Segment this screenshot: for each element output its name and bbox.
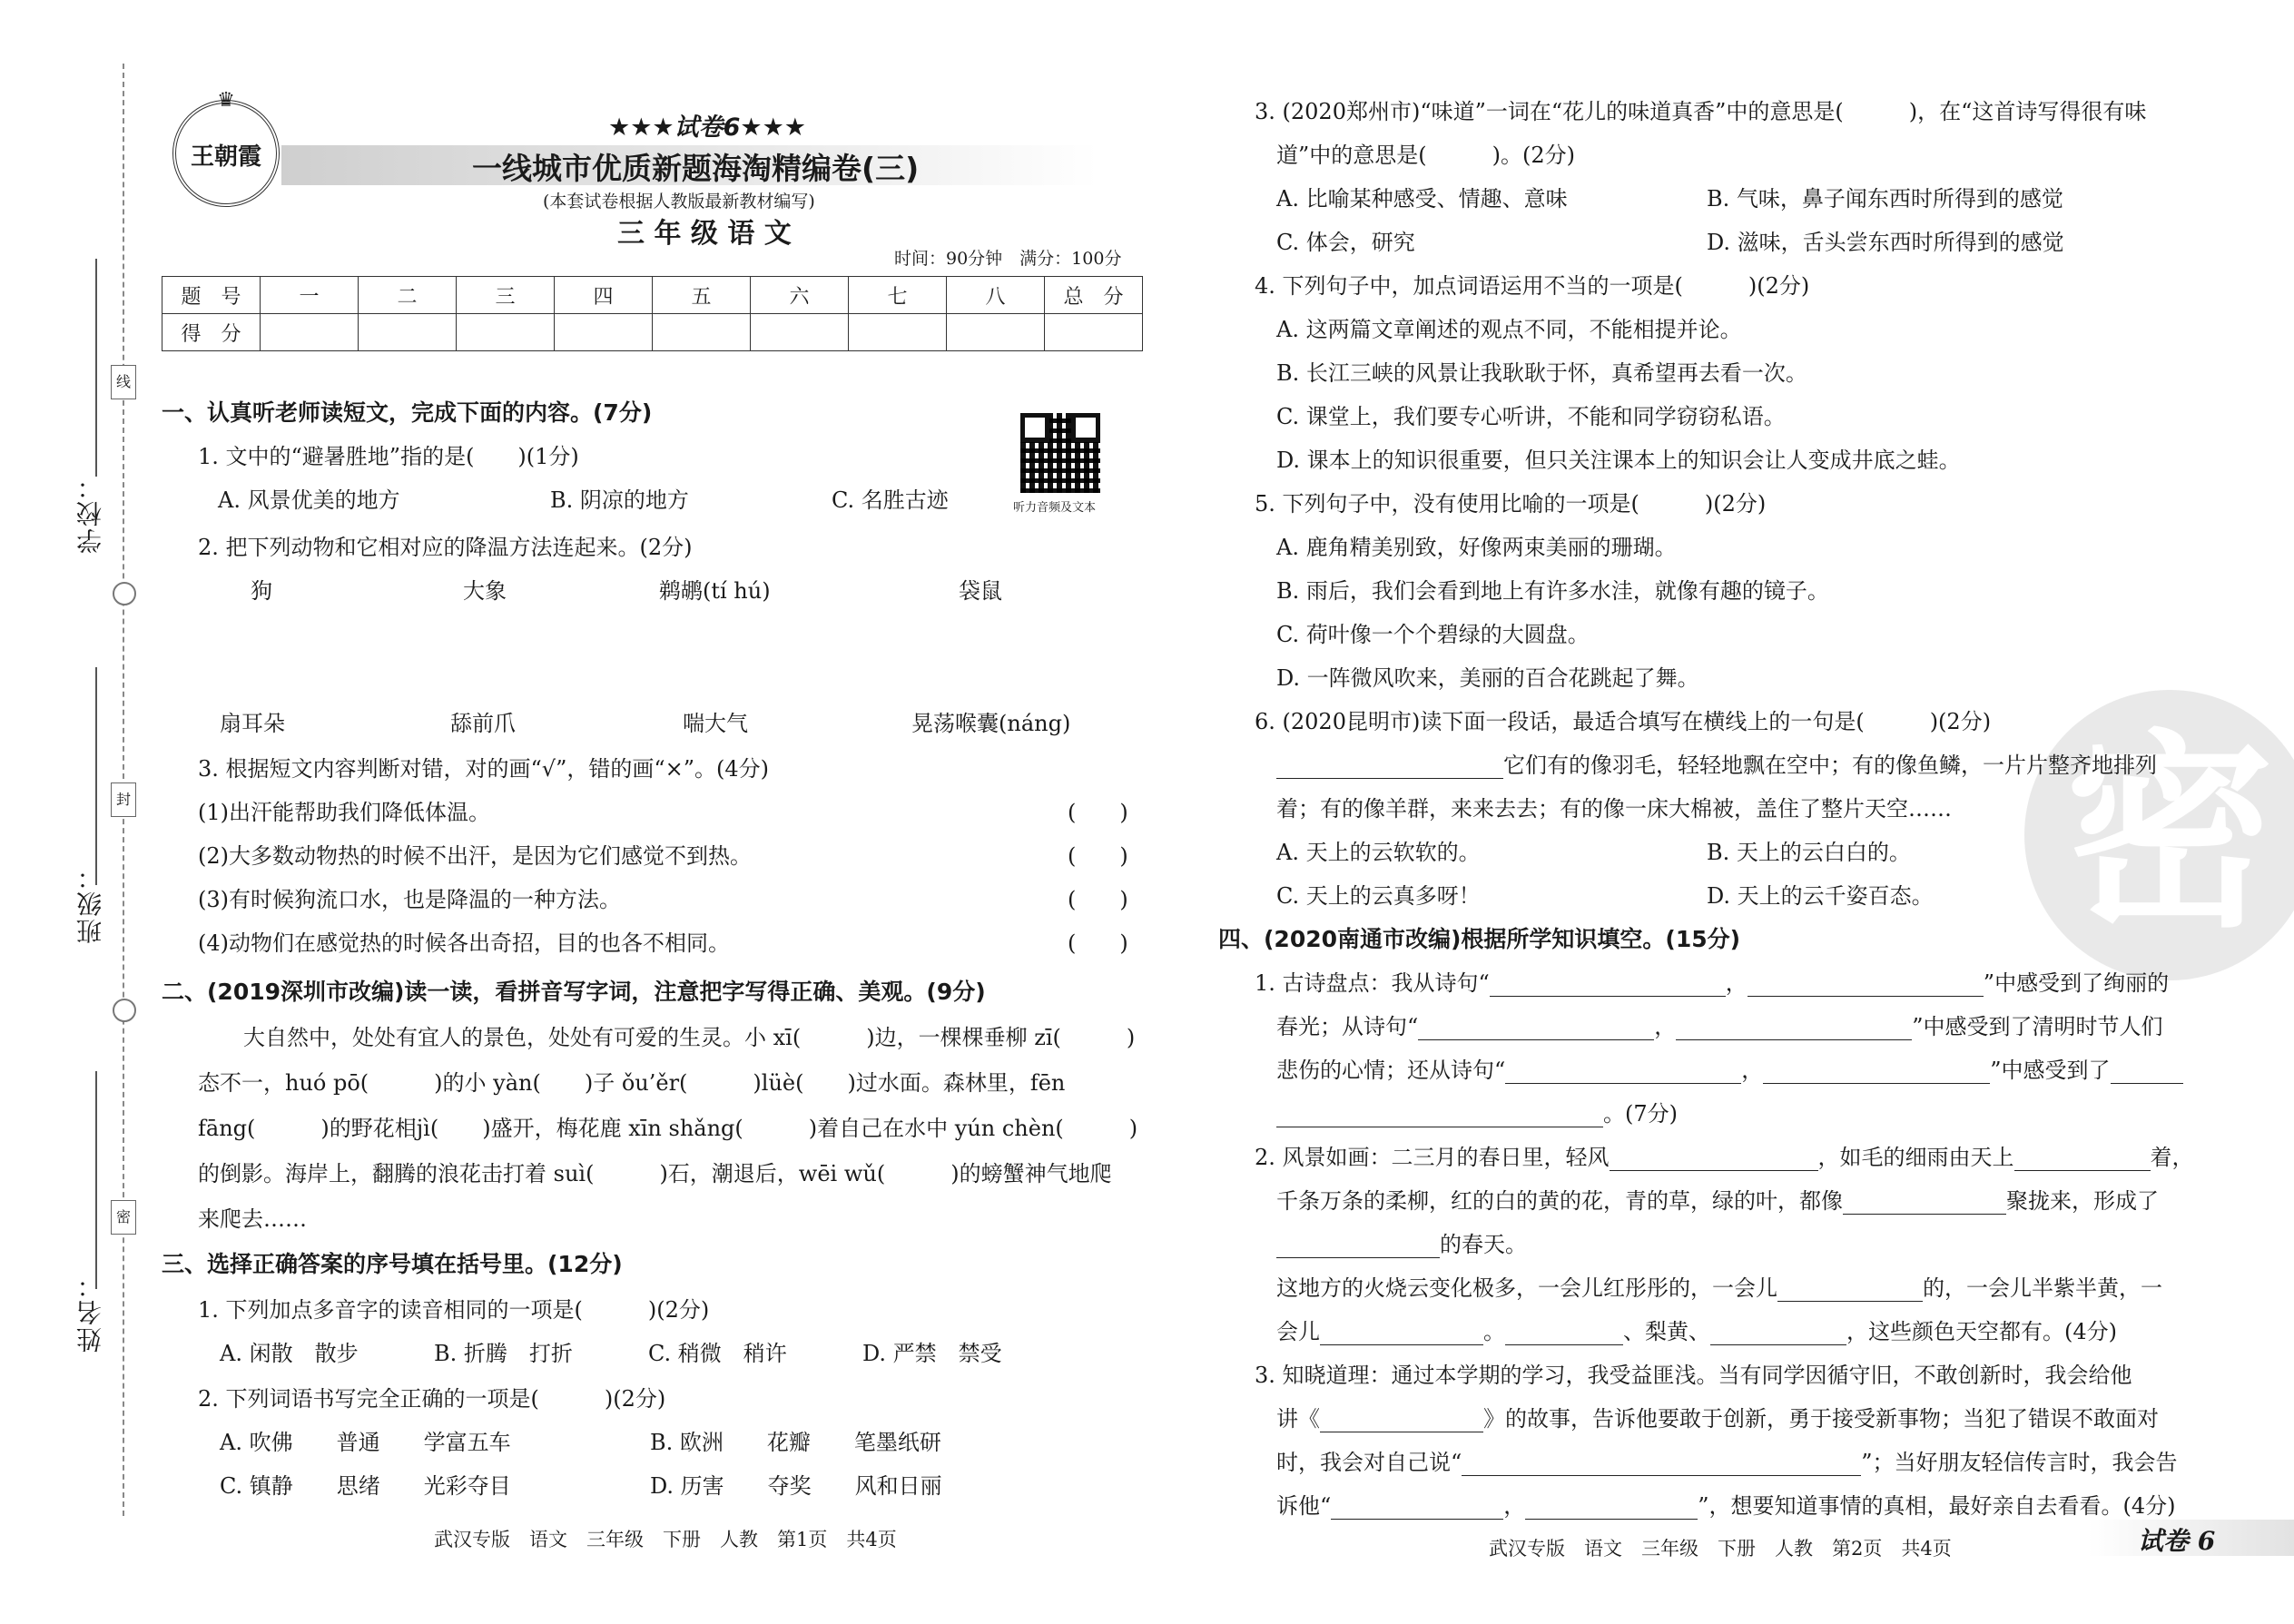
- section-2-heading: 二、(2019深圳市改编)读一读，看拼音写字词，注意把字写得正确、美观。(9分): [162, 979, 986, 1005]
- score-cell: 四: [555, 277, 653, 314]
- fill-blank[interactable]: [1418, 1018, 1654, 1040]
- judge-answer-paren[interactable]: ( ): [1068, 887, 1128, 912]
- score-input-cell[interactable]: [1045, 314, 1143, 351]
- fill-blank[interactable]: [1505, 1323, 1623, 1345]
- score-input-cell[interactable]: [947, 314, 1045, 351]
- q4-option-c[interactable]: C. 课堂上，我们要专心听讲，不能和同学窃窃私语。: [1276, 404, 1786, 429]
- q3-option-b[interactable]: B. 气味，鼻子闻东西时所得到的感觉: [1707, 186, 2063, 212]
- watermark-char: 密: [2064, 714, 2274, 956]
- qr-code-icon[interactable]: [1020, 413, 1100, 493]
- fill-blank[interactable]: [1505, 1061, 1741, 1084]
- binding-mark-mi: 密: [111, 1200, 136, 1235]
- text: 的春天。: [1440, 1232, 1527, 1257]
- binding-mark-xian: 线: [111, 365, 136, 399]
- s3-q2-option-b[interactable]: B. 欧洲 花瓣 笔墨纸研: [650, 1430, 941, 1455]
- paper-badge: ★★★试卷6★★★: [608, 113, 807, 142]
- fill-blank[interactable]: [1331, 1497, 1503, 1520]
- fill-blank[interactable]: [1610, 1148, 1818, 1171]
- text: ，如毛的细雨由天上: [1817, 1145, 2014, 1170]
- pinyin-passage-line: fāng( )的野花相jì( )盛开，梅花鹿 xīn shǎng( )着自己在水中 yún chèn( ): [198, 1116, 1138, 1141]
- q3-line: 道”中的意思是( )。(2分): [1276, 143, 1575, 168]
- text: ，: [1503, 1493, 1526, 1519]
- score-table-score-row: [162, 314, 1143, 351]
- school-label: 学校：: [75, 472, 105, 554]
- fill-blank[interactable]: [1676, 1018, 1912, 1040]
- s3-q1-option-a[interactable]: A. 闲散 散步: [220, 1341, 359, 1366]
- fill-blank[interactable]: [2014, 1148, 2151, 1171]
- fill-blank[interactable]: [1710, 1323, 1846, 1345]
- s3-q1-option-c[interactable]: C. 稍微 稍许: [648, 1341, 787, 1366]
- text: 1. 古诗盘点：我从诗句“: [1255, 970, 1490, 996]
- name-label: 姓名：: [75, 1271, 105, 1353]
- score-input-cell[interactable]: [261, 314, 359, 351]
- q6-passage-line: [1276, 752, 2157, 779]
- time-score: 时间：90分钟 满分：100分: [894, 249, 1122, 269]
- q6-passage-line: 着；有的像羊群，来来去去；有的像一床大棉被，盖住了整片天空……: [1276, 796, 1952, 822]
- score-input-cell[interactable]: [359, 314, 457, 351]
- s3-q1-option-b[interactable]: B. 折腾 打折: [434, 1341, 573, 1366]
- text: 。: [1483, 1319, 1505, 1344]
- class-label: 班级：: [75, 862, 105, 944]
- text: ，: [1654, 1014, 1677, 1039]
- fill-blank[interactable]: [1525, 1497, 1698, 1520]
- judge-answer-paren[interactable]: ( ): [1068, 800, 1128, 825]
- qr-caption: 听力音频及文本: [1013, 501, 1097, 515]
- judge-answer-paren[interactable]: ( ): [1068, 930, 1128, 956]
- text: ”中感受到了绚丽的: [1983, 970, 2170, 996]
- section-1-heading: 一、认真听老师读短文，完成下面的内容。(7分): [162, 399, 653, 426]
- s4-q1-line: [1276, 1013, 2163, 1040]
- pinyin-passage-line: 大自然中，处处有宜人的景色，处处有可爱的生灵。小 xī( )边，一棵棵垂柳 zī( ): [243, 1025, 1136, 1050]
- pinyin-passage-line: 的倒影。海岸上，翻腾的浪花击打着 suì( )石，潮退后，wēi wǔ( )的螃蟹神气地爬: [198, 1161, 1112, 1186]
- s4-q1-line: [1276, 1100, 1678, 1127]
- s1-q1-option-b[interactable]: B. 阴凉的地方: [550, 487, 689, 513]
- fill-blank[interactable]: [1276, 756, 1503, 779]
- fill-blank[interactable]: [1763, 1061, 1990, 1084]
- section-3-heading: 三、选择正确答案的序号填在括号里。(12分): [162, 1251, 623, 1277]
- s3-q2-option-d[interactable]: D. 历害 夺奖 风和日丽: [650, 1473, 942, 1499]
- text: 2. 风景如画：二三月的春日里，轻风: [1255, 1145, 1610, 1170]
- text: 讲《: [1276, 1406, 1320, 1432]
- s1-q3: 3. 根据短文内容判断对错，对的画“√”，错的画“×”。(4分): [198, 756, 770, 782]
- text: ”中感受到了: [1990, 1058, 2111, 1083]
- q4-option-d[interactable]: D. 课本上的知识很重要，但只关注课本上的知识会让人变成井底之蛙。: [1276, 448, 1961, 473]
- q4-option-b[interactable]: B. 长江三峡的风景让我耿耿于怀，真希望再去看一次。: [1276, 360, 1807, 386]
- pinyin-passage-line: 来爬去……: [198, 1206, 307, 1232]
- text: ”，想要知道事情的真相，最好亲自去看看。(4分): [1698, 1493, 2176, 1519]
- score-cell: 七: [849, 277, 947, 314]
- score-cell: 总 分: [1045, 277, 1143, 314]
- s4-q3-line: [1276, 1492, 2176, 1520]
- method-item[interactable]: 舔前爪: [450, 711, 516, 736]
- fill-blank[interactable]: [1462, 1453, 1861, 1476]
- s1-q1-option-c[interactable]: C. 名胜古迹: [832, 487, 949, 513]
- text: 悲伤的心情；还从诗句“: [1276, 1058, 1506, 1083]
- score-input-cell[interactable]: [457, 314, 555, 351]
- q5-option-c[interactable]: C. 荷叶像一个个碧绿的大圆盘。: [1276, 622, 1590, 647]
- binding-hole-icon: [113, 582, 136, 605]
- s4-q1-line: [1276, 1057, 2183, 1084]
- class-write-line: [95, 667, 97, 885]
- section-4-heading: 四、(2020南通市改编)根据所学知识填空。(15分): [1218, 926, 1741, 952]
- s4-q2b-line: [1276, 1318, 2117, 1345]
- s1-q1-option-a[interactable]: A. 风景优美的地方: [218, 487, 400, 513]
- q5-option-d[interactable]: D. 一阵微风吹来，美丽的百合花跳起了舞。: [1276, 665, 1699, 691]
- text: ，: [1741, 1058, 1764, 1083]
- q5-option-a[interactable]: A. 鹿角精美别致，好像两束美丽的珊瑚。: [1276, 535, 1677, 560]
- binding-hole-icon: [113, 999, 136, 1022]
- animal-item[interactable]: 大象: [463, 578, 507, 604]
- text: 千条万条的柔柳，红的白的黄的花，青的草，绿的叶，都像: [1276, 1188, 1843, 1214]
- s3-q1-option-d[interactable]: D. 严禁 禁受: [862, 1341, 1002, 1366]
- score-input-cell[interactable]: [849, 314, 947, 351]
- q6-option-b[interactable]: B. 天上的云白白的。: [1707, 840, 1911, 865]
- s4-q2b-line: [1276, 1275, 2162, 1302]
- footer-tag: 试卷 6: [2138, 1526, 2216, 1556]
- paper-title: 一线城市优质新题海淘精编卷(三): [472, 151, 920, 186]
- grade-subject: 三 年 级 语 文: [617, 218, 792, 250]
- logo-text: 王朝霞: [190, 143, 261, 171]
- q6-option-d[interactable]: D. 天上的云千姿百态。: [1707, 883, 1934, 909]
- q4: 4. 下列句子中，加点词语运用不当的一项是( )(2分): [1255, 273, 1810, 299]
- q6-option-c[interactable]: C. 天上的云真多呀！: [1276, 883, 1481, 909]
- name-write-line: [95, 1071, 97, 1289]
- fill-blank[interactable]: [1490, 974, 1726, 997]
- text: ，: [1725, 970, 1748, 996]
- s3-q2-option-c[interactable]: C. 镇静 思绪 光彩夺目: [220, 1473, 511, 1499]
- s4-q2-line: [1276, 1187, 2159, 1215]
- score-cell: 得 分: [162, 314, 261, 351]
- text: ”；当好朋友轻信传言时，我会告: [1861, 1450, 2178, 1475]
- q3-option-a[interactable]: A. 比喻某种感受、情趣、意味: [1276, 186, 1568, 212]
- text: 着，: [2150, 1145, 2194, 1170]
- s4-q1-line: [1255, 969, 2169, 997]
- fill-blank[interactable]: [2111, 1061, 2183, 1084]
- brand-logo: [172, 89, 280, 207]
- pinyin-passage-line: 态不一，huó pō( )的小 yàn( )子 ǒu’ěr( )lüè( )过水面。森林里，fēn: [198, 1070, 1066, 1096]
- score-input-cell[interactable]: [653, 314, 751, 351]
- paper-subtitle: (本套试卷根据人教版最新教材编写): [543, 192, 815, 212]
- s1-q1: 1. 文中的“避暑胜地”指的是( )(1分): [198, 444, 579, 469]
- q6-passage-text: 它们有的像羽毛，轻轻地飘在空中；有的像鱼鳞，一片片整齐地排列: [1503, 753, 2157, 778]
- school-write-line: [95, 259, 97, 477]
- score-cell: 一: [261, 277, 359, 314]
- crown-icon: ♛: [217, 89, 235, 112]
- fill-blank[interactable]: [1843, 1192, 2006, 1215]
- fill-blank[interactable]: [1748, 974, 1984, 997]
- fill-blank[interactable]: [1320, 1410, 1483, 1432]
- watermark-seal: [2024, 690, 2294, 980]
- q5: 5. 下列句子中，没有使用比喻的一项是( )(2分): [1255, 491, 1767, 517]
- footer-right: 武汉专版 语文 三年级 下册 人教 第2页 共4页: [1489, 1538, 1952, 1560]
- score-cell: 题 号: [162, 277, 261, 314]
- score-cell: 五: [653, 277, 751, 314]
- s1-q2: 2. 把下列动物和它相对应的降温方法连起来。(2分): [198, 535, 693, 560]
- score-table: [162, 276, 1143, 351]
- text: 聚拢来，形成了: [2006, 1188, 2159, 1214]
- q6: 6. (2020昆明市)读下面一段话，最适合填写在横线上的一句是( )(2分): [1255, 709, 1992, 734]
- text: ”中感受到了清明时节人们: [1912, 1014, 2163, 1039]
- fill-blank[interactable]: [1777, 1279, 1923, 1302]
- text: 时，我会对自己说“: [1276, 1450, 1462, 1475]
- score-cell: 八: [947, 277, 1045, 314]
- method-item[interactable]: 喘大气: [683, 711, 748, 736]
- score-input-cell[interactable]: [751, 314, 849, 351]
- fill-blank[interactable]: [1276, 1105, 1603, 1127]
- text: ，这些颜色天空都有。(4分): [1846, 1319, 2117, 1344]
- q3-option-d[interactable]: D. 滋味，舌头尝东西时所得到的感觉: [1707, 230, 2064, 255]
- score-cell: 二: [359, 277, 457, 314]
- q3-option-c[interactable]: C. 体会，研究: [1276, 230, 1415, 255]
- text: 。(7分): [1603, 1101, 1678, 1127]
- judge-item: (3)有时候狗流口水，也是降温的一种方法。: [198, 887, 621, 912]
- s3-q2: 2. 下列词语书写完全正确的一项是( )(2分): [198, 1386, 666, 1412]
- s4-q3-line: 3. 知晓道理：通过本学期的学习，我受益匪浅。当有同学因循守旧，不敢创新时，我会给他: [1255, 1363, 2132, 1388]
- judge-item: (1)出汗能帮助我们降低体温。: [198, 800, 490, 825]
- footer-left: 武汉专版 语文 三年级 下册 人教 第1页 共4页: [434, 1529, 897, 1550]
- s3-q2-option-a[interactable]: A. 吹佛 普通 学富五车: [220, 1430, 511, 1455]
- binding-mark-feng: 封: [111, 782, 136, 817]
- judge-answer-paren[interactable]: ( ): [1068, 843, 1128, 869]
- q5-option-b[interactable]: B. 雨后，我们会看到地上有许多水洼，就像有趣的镜子。: [1276, 578, 1829, 604]
- text: 春光；从诗句“: [1276, 1014, 1419, 1039]
- fill-blank[interactable]: [1320, 1323, 1483, 1345]
- score-cell: 三: [457, 277, 555, 314]
- text: 诉他“: [1276, 1493, 1332, 1519]
- s4-q2-line: [1255, 1144, 2194, 1171]
- text: 会儿: [1276, 1319, 1320, 1344]
- s4-q3-line: [1276, 1449, 2178, 1476]
- text: 的，一会儿半紫半黄，一: [1923, 1275, 2162, 1301]
- animal-item[interactable]: 袋鼠: [959, 578, 1002, 604]
- score-table-header-row: [162, 277, 1143, 314]
- judge-item: (2)大多数动物热的时候不出汗，是因为它们感觉不到热。: [198, 843, 752, 869]
- method-item[interactable]: 晃荡喉囊(náng): [911, 711, 1071, 736]
- s3-q1: 1. 下列加点多音字的读音相同的一项是( )(2分): [198, 1297, 710, 1323]
- s4-q3-line: [1276, 1405, 2159, 1432]
- s4-q2-line: [1276, 1231, 1527, 1258]
- q3-line: 3. (2020郑州市)“味道”一词在“花儿的味道真香”中的意思是( )，在“这首诗写得很有味: [1255, 99, 2147, 124]
- score-cell: 六: [751, 277, 849, 314]
- animal-item[interactable]: 狗: [251, 578, 272, 604]
- animal-item[interactable]: 鹈鹕(tí hú): [659, 578, 771, 604]
- text: 》的故事，告诉他要敢于创新，勇于接受新事物；当犯了错误不敢面对: [1483, 1406, 2159, 1432]
- q4-option-a[interactable]: A. 这两篇文章阐述的观点不同，不能相提并论。: [1276, 317, 1742, 342]
- score-input-cell[interactable]: [555, 314, 653, 351]
- q6-option-a[interactable]: A. 天上的云软软的。: [1276, 840, 1481, 865]
- judge-item: (4)动物们在感觉热的时候各出奇招，目的也各不相同。: [198, 930, 730, 956]
- text: 、梨黄、: [1623, 1319, 1710, 1344]
- fill-blank[interactable]: [1276, 1235, 1440, 1258]
- text: 这地方的火烧云变化极多，一会儿红彤彤的，一会儿: [1276, 1275, 1777, 1301]
- method-item[interactable]: 扇耳朵: [220, 711, 285, 736]
